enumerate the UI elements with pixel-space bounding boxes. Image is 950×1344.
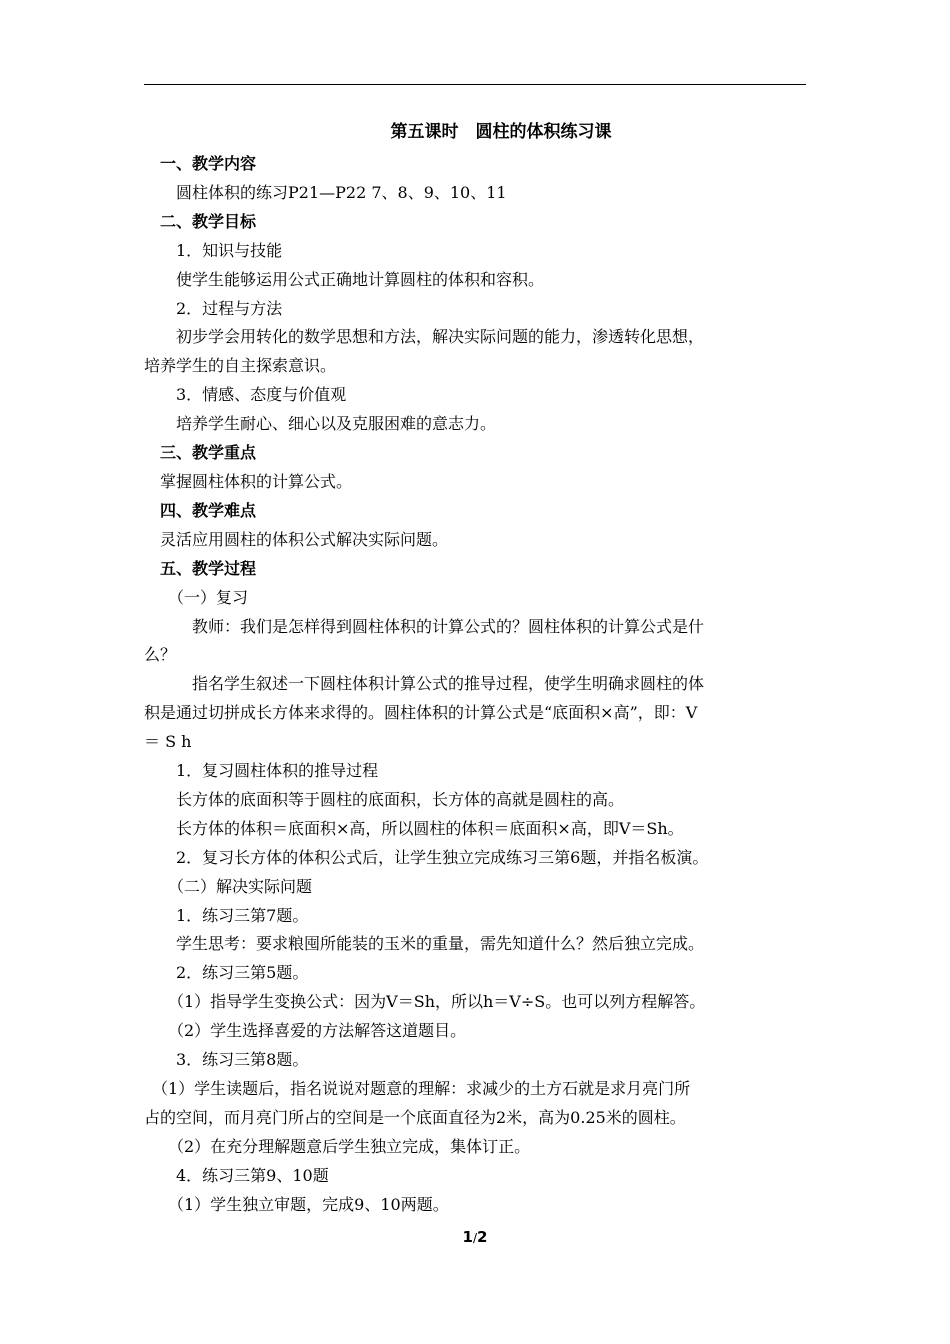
section-heading: 三、教学重点 [144, 443, 257, 463]
header-rule [144, 84, 806, 85]
page-separator: / [472, 1231, 478, 1245]
page-total: 2 [477, 1228, 488, 1246]
text-line: 学生思考：要求粮囤所能装的玉米的重量，需先知道什么？然后独立完成。 [144, 934, 705, 954]
section-heading: 五、教学过程 [144, 558, 257, 578]
text-line: 1．复习圆柱体积的推导过程 [144, 761, 379, 781]
text-line: （2）学生选择喜爱的方法解答这道题目。 [144, 1021, 467, 1041]
text-line: 积是通过切拼成长方体来求得的。圆柱体积的计算公式是“底面积×高”，即：V [144, 703, 698, 723]
text-line: 培养学生的自主探索意识。 [144, 356, 337, 376]
text-line: 占的空间，而月亮门所占的空间是一个底面直径为2米，高为0.25米的圆柱。 [144, 1107, 686, 1127]
text-line: 初步学会用转化的数学思想和方法，解决实际问题的能力，渗透转化思想， [144, 327, 705, 347]
text-line: 长方体的底面积等于圆柱的底面积，长方体的高就是圆柱的高。 [144, 789, 625, 809]
text-line: 3．情感、态度与价值观 [144, 385, 347, 405]
text-line: （二）解决实际问题 [144, 876, 313, 896]
text-line: 2．复习长方体的体积公式后，让学生独立完成练习三第6题，并指名板演。 [144, 847, 709, 867]
text-line: 使学生能够运用公式正确地计算圆柱的体积和容积。 [144, 269, 545, 289]
document-body [144, 118, 812, 1220]
lesson-text [144, 150, 812, 1220]
text-line: （一）复习 [144, 587, 249, 607]
text-line: （1）指导学生变换公式：因为V＝Sh，所以h＝V÷S。也可以列方程解答。 [144, 992, 706, 1012]
text-line: 1．练习三第7题。 [144, 905, 309, 925]
page-title: 第五课时 圆柱的体积练习课 [390, 122, 612, 142]
text-line: （1）学生独立审题，完成9、10两题。 [144, 1194, 449, 1214]
text-line: 圆柱体积的练习P21—P22 7、8、9、10、11 [144, 182, 507, 202]
text-line: 么？ [144, 645, 177, 665]
text-line: 长方体的体积＝底面积×高，所以圆柱的体积＝底面积×高，即V＝Sh。 [144, 818, 684, 838]
text-line: （1）学生读题后，指名说说对题意的理解：求减少的土方石就是求月亮门所 [144, 1079, 691, 1098]
page-number [0, 1228, 950, 1246]
section-heading: 二、教学目标 [144, 211, 257, 231]
text-line: 掌握圆柱体积的计算公式。 [144, 471, 353, 491]
section-heading: 一、教学内容 [144, 154, 257, 173]
page-current: 1 [462, 1228, 473, 1246]
section-heading: 四、教学难点 [144, 500, 257, 520]
text-line: 指名学生叙述一下圆柱体积计算公式的推导过程，使学生明确求圆柱的体 [144, 674, 705, 694]
text-line: 2．练习三第5题。 [144, 963, 309, 983]
text-line: 灵活应用圆柱的体积公式解决实际问题。 [144, 529, 449, 549]
text-line: 3．练习三第8题。 [144, 1050, 309, 1070]
text-line: 培养学生耐心、细心以及克服困难的意志力。 [144, 414, 497, 434]
text-line: 教师：我们是怎样得到圆柱体积的计算公式的？圆柱体积的计算公式是什 [144, 616, 705, 636]
text-line: 1．知识与技能 [144, 240, 283, 260]
text-line: （2）在充分理解题意后学生独立完成，集体订正。 [144, 1136, 531, 1156]
text-line: 4．练习三第9、10题 [144, 1165, 329, 1185]
text-line: 2．过程与方法 [144, 298, 283, 318]
text-line: ＝ S h [144, 732, 192, 752]
